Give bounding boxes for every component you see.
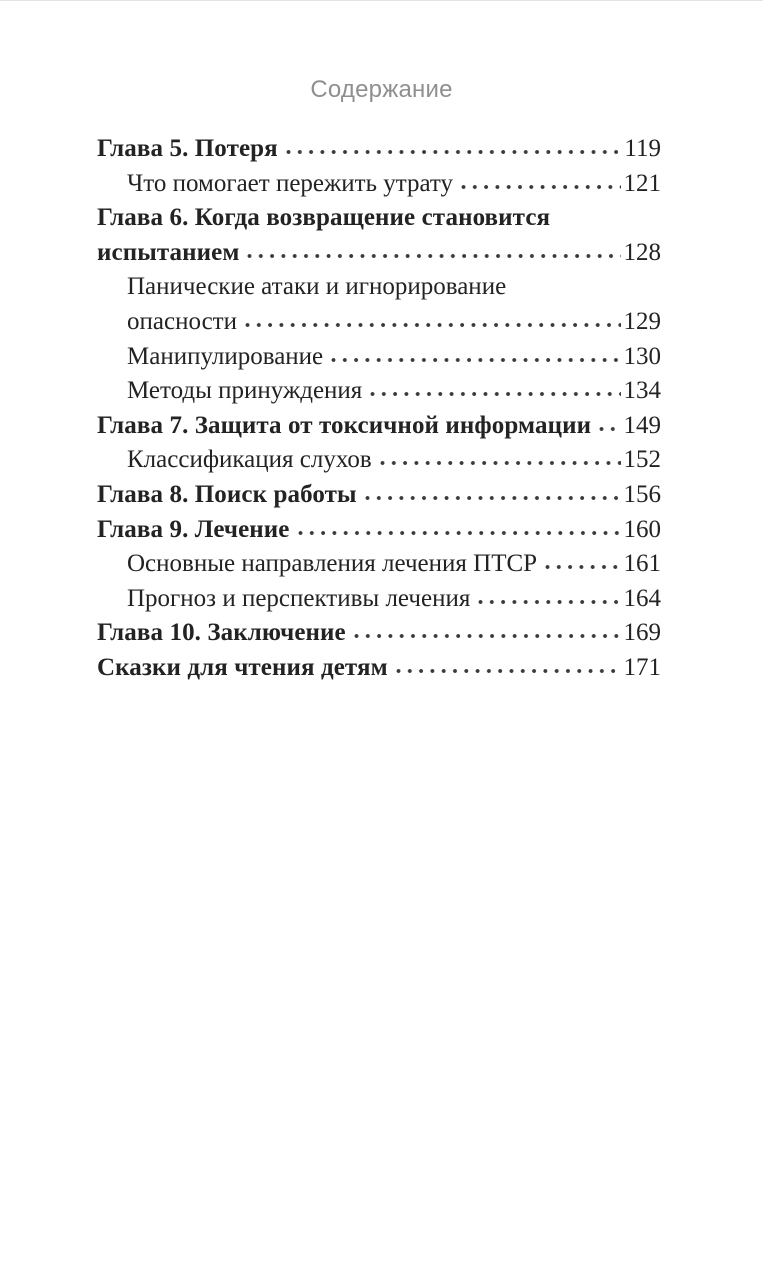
toc-entry-label: испытанием: [97, 238, 240, 266]
dot-leader: [351, 633, 621, 640]
dot-leader: [377, 460, 621, 467]
toc-row: [97, 201, 661, 236]
toc-entry-label: Глава 8. Поиск работы: [97, 480, 357, 508]
toc-row: [97, 236, 661, 271]
toc-row: [97, 409, 661, 444]
toc-page-number: 129: [623, 307, 661, 335]
toc-row: [97, 340, 661, 375]
dot-leader: [542, 564, 620, 571]
toc-entry-label: Классификация слухов: [127, 446, 372, 474]
toc-entry-label: Глава 5. Потеря: [97, 135, 278, 162]
toc-entry-label: Что помогает пережить утрату: [127, 169, 454, 197]
toc-row: [97, 582, 661, 617]
toc-row: [97, 478, 661, 513]
dot-leader: [295, 530, 621, 537]
toc-entry-label: Глава 10. Заключение: [97, 619, 346, 647]
dot-leader: [367, 391, 620, 398]
page-title: Содержание: [310, 76, 453, 103]
dot-leader: [596, 426, 620, 433]
toc-entry-label: Прогноз и перспективы лечения: [127, 584, 471, 612]
dot-leader: [328, 357, 620, 364]
toc-row: [97, 547, 661, 582]
toc-page-number: 164: [623, 584, 661, 612]
dot-leader: [393, 668, 621, 675]
toc-entry-label: Глава 7. Защита от токсичной информации: [97, 411, 592, 439]
toc-page-number: 152: [623, 446, 661, 474]
dot-leader: [283, 149, 622, 156]
toc-entry-label: Основные направления лечения ПТСР: [127, 550, 538, 578]
toc-row: [97, 305, 661, 340]
toc-row: [97, 270, 661, 305]
toc-entry-label: Панические атаки и игнорирование: [127, 273, 507, 301]
toc-entry-label: Сказки для чтения детям: [97, 653, 388, 681]
toc-page-number: 119: [624, 135, 661, 162]
toc-page-number: 128: [623, 238, 661, 266]
dot-leader: [244, 253, 620, 260]
toc-row: [97, 513, 661, 548]
toc-page-number: 171: [623, 653, 661, 681]
toc-entry-label: Методы принуждения: [127, 377, 363, 405]
toc-page-number: 130: [623, 342, 661, 370]
toc-row: [97, 167, 661, 202]
toc-page-number: 156: [623, 480, 661, 508]
toc-entry-label: Манипулирование: [127, 342, 324, 370]
toc-page-number: 149: [623, 411, 661, 439]
toc-row: [97, 132, 661, 167]
toc-page-number: 160: [623, 515, 661, 543]
dot-leader: [475, 599, 620, 606]
toc-page-number: 121: [623, 169, 661, 197]
toc-entry-label: Глава 9. Лечение: [97, 515, 290, 543]
toc-row: [97, 651, 661, 686]
table-of-contents: [97, 132, 661, 686]
dot-leader: [242, 322, 621, 329]
toc-row: [97, 616, 661, 651]
toc-entry-label: Глава 6. Когда возвращение становится: [97, 204, 551, 232]
dot-leader: [458, 184, 620, 191]
toc-page-number: 161: [623, 550, 661, 578]
toc-entry-label: опасности: [127, 307, 237, 335]
toc-page-number: 169: [623, 619, 661, 647]
toc-page-number: 134: [623, 377, 661, 405]
dot-leader: [362, 495, 621, 502]
toc-row: [97, 374, 661, 409]
toc-row: [97, 443, 661, 478]
page: [0, 78, 763, 1278]
